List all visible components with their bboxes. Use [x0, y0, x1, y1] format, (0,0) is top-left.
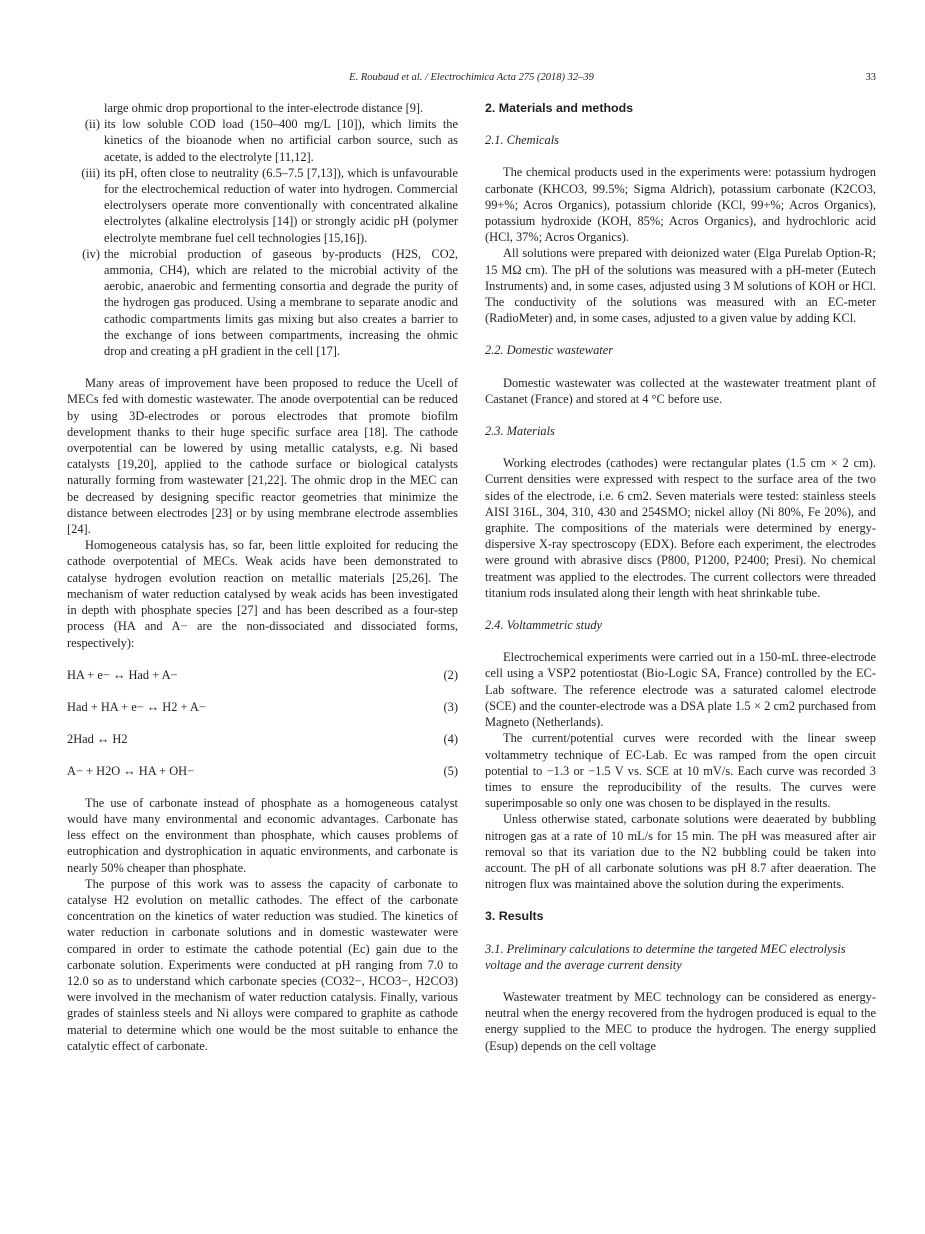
- subsection-heading-domestic-wastewater: 2.2. Domestic wastewater: [485, 343, 614, 358]
- paragraph-chemicals: The chemical products used in the experiments were: potassium hydrogen carbonate (KHCO3, 99.5%; Sigma Aldrich), potassium carbonate (K2CO3, 99+%; Acros Organics), potassium chloride (KCl, 99+%; Acros Organics), potassium hydroxide (KOH, 85%; Acros Organics), and hydrochloric acid (HCl, 37%; Acros Organics).: [485, 165, 876, 245]
- paragraph-materials: Working electrodes (cathodes) were rectangular plates (1.5 cm × 2 cm). Current densities were expressed with respect to the surface area of the two sides of the electrode, i.e. 6 cm2. Seven materials were tested: stainless steels AISI 316L, 304, 310, 430 and 254SMO; nickel alloy (Ni 80%, Fe 20%), and graphite. The compositions of the materials were determined by energy-dispersive X-ray spectroscopy (EDX). Before each experiment, the electrodes were ground with abrasive discs (P800, P1200, P2400; Presi). No chemical treatment was applied to the electrodes. The current collectors were threaded titanium rods insulated along their length with heat shrinkable tube.: [485, 456, 876, 600]
- paragraph-carbonate-advantages: The use of carbonate instead of phosphate as a homogeneous catalyst would have many environmental and economic advantages. Carbonate has less effect on the environment than phosphate, which causes problems of eutrophication and dystrophication in aquatic environments, and carbonate is nearly 50% cheaper than phosphate.: [67, 795, 458, 875]
- right-column: [485, 100, 876, 1054]
- paragraph-current-potential-curves: The current/potential curves were recorded with the linear sweep voltammetry technique of EC-Lab. Ec was ramped from the open circuit potential to −1.3 or −1.5 V vs. SCE at 10 mV/s. Each curve was recorded 3 times to ensure the reproducibility of the results. The curves were superimposable so only one was chosen to be displayed in the results.: [485, 731, 876, 811]
- left-column: [67, 100, 458, 1054]
- equation-text: 2Had ↔ H2: [67, 731, 128, 746]
- equation-3: [67, 699, 458, 715]
- equation-2: [67, 667, 458, 683]
- list-item-i-continuation: large ohmic drop proportional to the inter-electrode distance [9].: [104, 101, 424, 115]
- equation-number: (5): [443, 763, 458, 778]
- equation-number: (3): [443, 699, 458, 714]
- paragraph-deaeration: Unless otherwise stated, carbonate solutions were deaerated by bubbling nitrogen gas at a rate of 10 mL/s for 15 min. The pH was measured after air removal so that its variation due to the N2 bubbling could be taken into account. The pH of all carbonate solutions was pH 8.7 after deaeration. The nitrogen flux was maintained above the solution during the experiments.: [485, 812, 876, 892]
- list-item-ii: [67, 116, 458, 165]
- list-label: (iii): [81, 165, 100, 180]
- list-label: (iv): [82, 246, 100, 261]
- paragraph-homogeneous-catalysis: Homogeneous catalysis has, so far, been little exploited for reducing the cathode overpotential of MECs. Weak acids have been demonstrated to catalyse hydrogen evolution reaction on metallic materials [25,26]. The mechanism of water reduction catalysed by weak acids has been investigated in depth with phosphate species [27] and has been described as a four-step process (HA and A− are the non-dissociated and dissociated forms, respectively):: [67, 538, 458, 650]
- list-label: (ii): [84, 117, 100, 132]
- equation-number: (2): [443, 667, 458, 682]
- list-text: the microbial production of gaseous by-products (H2S, CO2, ammonia, CH4), which are related to the microbial activity of the aerobic, anaerobic and fermenting consortia and degrade the purity of the hydrogen gas produced. Using a membrane to separate anodic and cathodic compartments limits gas mixing but also creates a barrier to the exchange of ions between compartments, increasing the ohmic drop and creating a pH gradient in the cell [17].: [104, 246, 458, 359]
- paragraph-purpose: The purpose of this work was to assess the capacity of carbonate to catalyse H2 evolution on metallic cathodes. The effect of the carbonate concentration on the kinetics of water reduction was studied. The kinetics of water reduction in carbonate solutions and in domestic wastewater were compared in order to estimate the cathode potential (Ec) gain due to the carbonate solution. Experiments were conducted at pH ranging from 7.0 to 12.0 so as to understand which carbonate species (CO32−, HCO3−, H2CO3) were involved in the mechanism of water reduction catalysis. Finally, various grades of stainless steels and Ni alloys were compared to graphite as cathode material to determine which one would be the most suitable to enhance the catalytic effect of carbonate.: [67, 876, 458, 1053]
- section-heading-materials-methods: 2. Materials and methods: [485, 101, 634, 115]
- list-item-iv: [67, 246, 458, 359]
- equation-text: Had + HA + e− ↔ H2 + A−: [67, 699, 206, 714]
- equation-number: (4): [443, 731, 458, 746]
- list-text: its low soluble COD load (150–400 mg/L [10]), which limits the kinetics of the bioanode when no artificial carbon source, such as acetate, is added to the electrolyte [11,12].: [104, 117, 458, 164]
- journal-citation: E. Roubaud et al. / Electrochimica Acta 275 (2018) 32–39: [349, 72, 594, 83]
- paragraph-electrochemical-setup: Electrochemical experiments were carried out in a 150-mL three-electrode cell using a VSP2 potentiostat (Bio-Logic SA, France) controlled by the EC-Lab software. The reference electrode was a saturated calomel electrode (SCE) and the counter-electrode was a DSA plate 1.5 × 2 cm2 purchased from Magneto (Netherlands).: [485, 650, 876, 730]
- equation-text: A− + H2O ↔ HA + OH−: [67, 763, 195, 778]
- subsection-heading-voltammetric-study: 2.4. Voltammetric study: [485, 618, 603, 633]
- equation-text: HA + e− ↔ Had + A−: [67, 667, 178, 682]
- section-heading-results: 3. Results: [485, 909, 544, 924]
- page-number: 33: [865, 72, 876, 83]
- paragraph-domestic-wastewater: Domestic wastewater was collected at the wastewater treatment plant of Castanet (France) and stored at 4 °C before use.: [485, 375, 876, 406]
- running-header: [67, 72, 876, 88]
- subsection-heading-preliminary-calculations: 3.1. Preliminary calculations to determine the targeted MEC electrolysis voltage and the average current density: [485, 941, 846, 972]
- list-text: its pH, often close to neutrality (6.5–7.5 [7,13]), which is unfavourable for the electrochemical reduction of water into hydrogen. Commercial electrolysers operate more conventionally with concentrated alkaline electrolytes (alkaline electrolysis [14]) or strongly acidic pH (polymer electrolyte membrane fuel cell technologies [15,16]).: [104, 165, 458, 245]
- list-item-iii: [67, 165, 458, 246]
- equation-5: [67, 763, 458, 779]
- paragraph-improvements: Many areas of improvement have been proposed to reduce the Ucell of MECs fed with domestic wastewater. The anode overpotential can be reduced by using 3D-electrodes or porous electrodes that promote biofilm development thanks to their huge specific surface area [18]. The cathode overpotential can be lowered by using metallic catalysts, e.g. Ni based catalysts [19,20], applied to the cathode surface or biological catalysts naturally forming from wastewater [21,22]. The ohmic drop in the MEC can be decreased by designing specific reactor geometries that minimize the distance between electrodes [23] or by using membrane electrode assemblies [24].: [67, 376, 458, 537]
- subsection-heading-chemicals: 2.1. Chemicals: [485, 133, 559, 148]
- paragraph-solutions: All solutions were prepared with deionized water (Elga Purelab Option-R; 15 MΩ cm). The pH of the solutions was measured with a pH-meter (Eutech Instruments) and, in some cases, adjusted using 3 M solutions of KOH or HCl. The conductivity of the solutions was measured with an EC-meter (RadioMeter) and, in some cases, adjusted to a given value by adding KCl.: [485, 246, 876, 326]
- paragraph-energy-neutral: Wastewater treatment by MEC technology can be considered as energy-neutral when the energy recovered from the hydrogen produced is equal to the energy supplied to the MEC to produce the hydrogen. The energy supplied (Esup) depends on the cell voltage: [485, 989, 876, 1053]
- subsection-heading-materials: 2.3. Materials: [485, 424, 555, 439]
- equation-4: [67, 731, 458, 747]
